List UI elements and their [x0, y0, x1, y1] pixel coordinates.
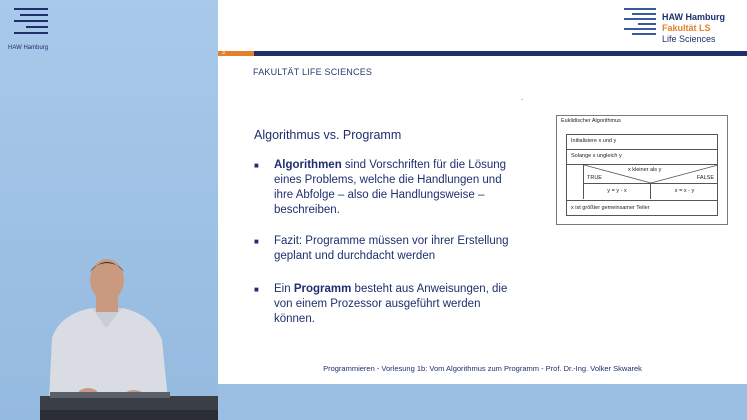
bullet-square-icon: ■ — [254, 161, 259, 170]
haw-small-logo — [8, 8, 48, 38]
slide-page-number: 3 — [222, 50, 225, 56]
structogram-box — [566, 134, 718, 216]
lecture-slide — [218, 0, 747, 384]
loop-body — [583, 165, 718, 199]
init-block: Initialisiere x und y — [567, 135, 717, 150]
condition-label: x kleiner als y — [628, 167, 662, 173]
euclid-structogram — [556, 115, 728, 225]
logo-name: HAW Hamburg — [662, 12, 725, 22]
bullet-square-icon: ■ — [254, 237, 259, 246]
haw-logo — [624, 6, 734, 46]
bullet-text: besteht aus Anweisungen, die von einem Prozessor ausgeführt werden können. — [274, 283, 508, 325]
bullet-square-icon: ■ — [254, 285, 259, 294]
header-stripe — [218, 51, 747, 56]
logo-faculty: Fakultät LS — [662, 23, 711, 33]
bullet-bold-term: Programm — [293, 283, 352, 295]
bullet-prefix: Ein — [274, 283, 294, 295]
small-logo-text: HAW Hamburg — [8, 45, 49, 51]
loop-header: Solange x ungleich y — [567, 150, 717, 165]
bullet-text: Fazit: Programme müssen vor ihrer Erstellung geplant und durchdacht werden — [274, 235, 509, 262]
diagram-title: Euklidischer Algorithmus — [561, 118, 621, 124]
stage-floor — [218, 384, 747, 420]
logo-subtitle: Life Sciences — [662, 34, 716, 44]
bullet-text: sind Vorschriften für die Lösung eines Problems, welche die Handlungen und ihre Abfolge – also die Handlungsweise – beschreiben. — [274, 159, 507, 216]
presenter-figure — [30, 258, 230, 420]
faculty-header: FAKULTÄT LIFE SCIENCES — [253, 67, 373, 77]
video-stage — [0, 0, 218, 420]
result-block: x ist größter gemeinsamer Teiler — [567, 200, 717, 215]
true-action: y = y - x — [584, 184, 651, 199]
false-action: x = x - y — [674, 188, 695, 194]
slide-heading: Algorithmus vs. Programm — [254, 128, 402, 142]
condition-block — [584, 165, 718, 184]
false-label: FALSE — [696, 175, 714, 181]
bullet-bold-term: Algorithmen — [274, 159, 342, 171]
true-label: TRUE — [587, 175, 602, 181]
haw-logo-mark — [624, 8, 656, 38]
stray-dot: . — [521, 93, 524, 102]
slide-footer: Programmieren - Vorlesung 1b: Vom Algorithmus zum Programm - Prof. Dr.-Ing. Volker Skwarek — [323, 364, 642, 373]
